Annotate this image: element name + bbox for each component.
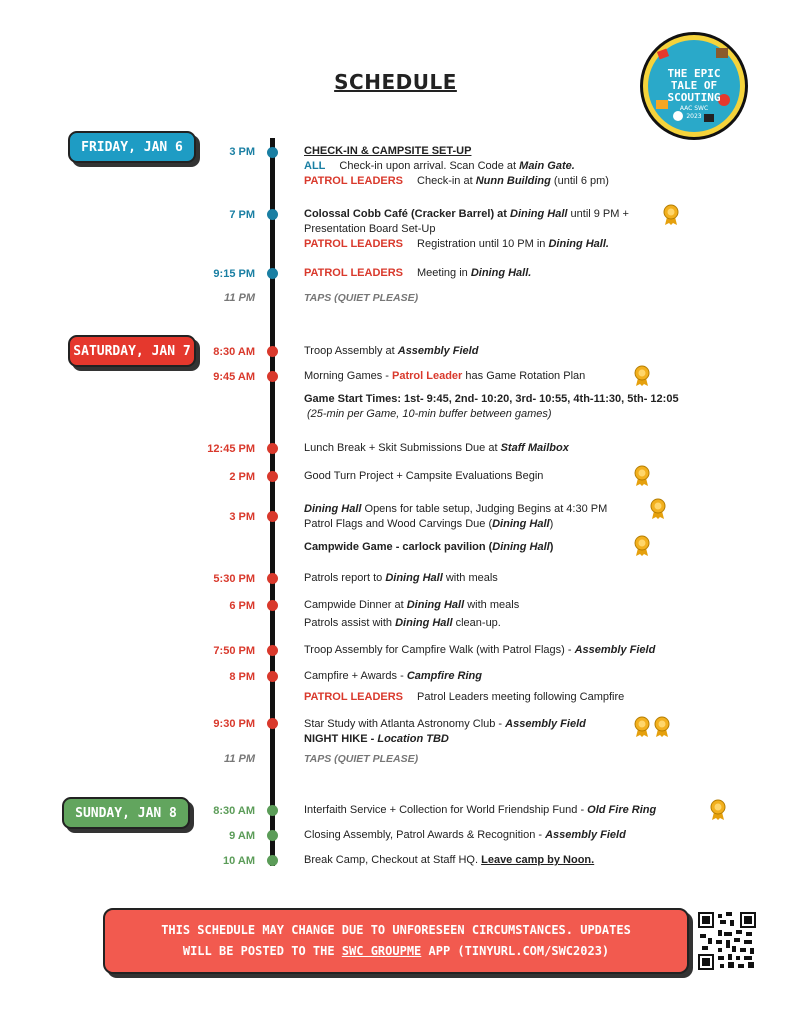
- medal-icon: [710, 799, 726, 821]
- timeline-dot: [267, 600, 278, 611]
- time-label: 10 AM: [223, 855, 255, 867]
- groupme-link[interactable]: SWC GROUPME: [341, 944, 422, 958]
- timeline-dot: [267, 645, 278, 656]
- timeline-dot: [267, 209, 278, 220]
- event-break-camp: [304, 853, 594, 868]
- page-title: SCHEDULE: [334, 70, 457, 94]
- event-campwide-dinner: [304, 598, 519, 631]
- event-text: Star Study with Atlanta Astronomy Club -: [304, 718, 506, 730]
- location-text: Assembly Field: [397, 345, 479, 357]
- medal-icon: [650, 498, 666, 520]
- event-cobb-cafe: [304, 207, 629, 252]
- event-text: Campfire + Awards -: [304, 670, 407, 682]
- location-text: Dining Hall: [510, 208, 568, 220]
- timeline-dot: [267, 855, 278, 866]
- event-text: with meals: [442, 572, 498, 584]
- event-text: Patrol Leader: [392, 370, 463, 382]
- banner-line: WILL BE POSTED TO THE: [182, 944, 342, 958]
- event-text: (25-min per Game, 10-min buffer between games): [307, 408, 552, 420]
- event-text: (until 6 pm): [550, 175, 609, 187]
- timeline-line: [270, 138, 275, 866]
- timeline-dot: [267, 573, 278, 584]
- location-text: Old Fire Ring: [587, 804, 657, 816]
- event-patrols-report: [304, 571, 498, 586]
- group-label-patrol-leaders: PATROL LEADERS: [304, 238, 404, 250]
- event-dining-hall-opens: [304, 502, 607, 532]
- event-taps: TAPS (QUIET PLEASE): [304, 292, 419, 304]
- event-text: until 9 PM +: [567, 208, 629, 220]
- event-text: Patrols assist with: [304, 617, 396, 629]
- event-campfire: [304, 669, 624, 705]
- timeline-dot: [267, 346, 278, 357]
- location-text: Dining Hall: [385, 572, 443, 584]
- banner-line: APP (TINYURL.COM/SWC2023): [421, 944, 610, 958]
- event-campfire-walk: [304, 643, 655, 658]
- medal-icon: [634, 535, 650, 557]
- timeline-dot: [267, 471, 278, 482]
- event-text: Patrol Leaders meeting following Campfire: [417, 691, 625, 703]
- event-taps: TAPS (QUIET PLEASE): [304, 753, 419, 765]
- qr-code-icon[interactable]: [698, 912, 756, 970]
- time-label: 6 PM: [229, 600, 255, 612]
- time-label: 9:15 PM: [213, 268, 255, 280]
- location-text: Dining Hall: [406, 599, 465, 611]
- location-text: Dining Hall: [304, 503, 362, 515]
- group-label-all: ALL: [304, 160, 326, 172]
- medal-icon: [654, 716, 670, 738]
- location-text: Dining Hall: [492, 541, 550, 553]
- event-text: Opens for table setup, Judging Begins at 4:30 PM: [361, 503, 608, 515]
- event-text: Colossal Cobb Café (Cracker Barrel) at: [304, 208, 511, 220]
- event-text: Troop Assembly for Campfire Walk (with Patrol Flags) -: [304, 644, 575, 656]
- location-text: Location TBD: [377, 733, 449, 745]
- logo-line3: SCOUTING: [667, 91, 721, 104]
- event-text: with meals: [464, 599, 520, 611]
- event-text: Interfaith Service + Collection for World Friendship Fund -: [304, 804, 588, 816]
- timeline-dot: [267, 511, 278, 522]
- event-title: CHECK-IN & CAMPSITE SET-UP: [304, 145, 472, 157]
- event-text: Break Camp, Checkout at Staff HQ.: [304, 854, 482, 866]
- event-text: NIGHT HIKE -: [304, 733, 378, 745]
- game-start-times: [304, 392, 679, 422]
- time-label: 8:30 AM: [213, 805, 255, 817]
- time-label: 3 PM: [229, 511, 255, 523]
- event-text: Check-in upon arrival. Scan Code at: [339, 160, 520, 172]
- timeline-dot: [267, 268, 278, 279]
- timeline-dot: [267, 671, 278, 682]
- time-label: 9 AM: [229, 830, 255, 842]
- location-text: Nunn Building: [475, 175, 551, 187]
- time-label: 3 PM: [229, 146, 255, 158]
- timeline-dot: [267, 830, 278, 841]
- event-text: has Game Rotation Plan: [462, 370, 586, 382]
- event-text: Meeting in: [417, 267, 471, 279]
- time-label: 2 PM: [229, 471, 255, 483]
- location-text: Assembly Field: [545, 829, 626, 841]
- day-label-saturday: SATURDAY, JAN 7: [68, 335, 196, 367]
- event-text: Campwide Dinner at: [304, 599, 407, 611]
- event-checkin: [304, 144, 609, 189]
- schedule-notice-banner: [103, 908, 689, 974]
- event-text: Patrols report to: [304, 572, 386, 584]
- event-campwide-game: [304, 540, 553, 555]
- time-label: 8 PM: [229, 671, 255, 683]
- time-label: 5:30 PM: [213, 573, 255, 585]
- location-text: Assembly Field: [574, 644, 656, 656]
- time-label: 8:30 AM: [213, 346, 255, 358]
- event-pl-meeting: [304, 266, 531, 281]
- event-text: Patrol Flags and Wood Carvings Due (: [304, 518, 493, 530]
- time-label: 9:45 AM: [213, 371, 255, 383]
- event-lunch: [304, 441, 569, 456]
- timeline-dot: [267, 147, 278, 158]
- day-label-friday: FRIDAY, JAN 6: [68, 131, 196, 163]
- event-troop-assembly: [304, 344, 478, 359]
- event-text: Lunch Break + Skit Submissions Due at: [304, 442, 501, 454]
- time-label: 11 PM: [224, 292, 255, 304]
- location-text: Dining Hall.: [548, 238, 609, 250]
- event-interfaith-service: [304, 803, 656, 818]
- group-label-patrol-leaders: PATROL LEADERS: [304, 691, 404, 703]
- event-star-study: [304, 717, 586, 747]
- event-text: Morning Games -: [304, 370, 393, 382]
- event-good-turn: Good Turn Project + Campsite Evaluations Begin: [304, 470, 544, 482]
- location-text: Dining Hall: [395, 617, 453, 629]
- logo-line5: 2023: [686, 113, 702, 120]
- location-text: Staff Mailbox: [500, 442, 569, 454]
- medal-icon: [663, 204, 679, 226]
- event-text: ): [549, 541, 554, 553]
- timeline-dot: [267, 805, 278, 816]
- location-text: Main Gate.: [519, 160, 575, 172]
- event-text: ): [549, 518, 554, 530]
- location-text: Dining Hall.: [470, 267, 532, 279]
- timeline-dot: [267, 371, 278, 382]
- time-label: 7 PM: [229, 209, 255, 221]
- event-morning-games: [304, 369, 585, 384]
- location-text: Campfire Ring: [406, 670, 482, 682]
- day-label-sunday: SUNDAY, JAN 8: [62, 797, 190, 829]
- logo-line2: TALE OF: [670, 79, 718, 92]
- banner-line: THIS SCHEDULE MAY CHANGE DUE TO UNFORESEEN CIRCUMSTANCES. UPDATES: [161, 923, 631, 937]
- logo-line4: AAC SWC: [679, 105, 709, 112]
- event-text: Check-in at: [417, 175, 476, 187]
- event-closing-assembly: [304, 828, 626, 843]
- event-text: clean-up.: [452, 617, 501, 629]
- timeline-dot: [267, 443, 278, 454]
- event-text: Registration until 10 PM in: [417, 238, 549, 250]
- event-logo: [638, 30, 750, 142]
- medal-icon: [634, 465, 650, 487]
- medal-icon: [634, 365, 650, 387]
- event-text: Campwide Game - carlock pavilion (: [304, 541, 493, 553]
- event-text: Closing Assembly, Patrol Awards & Recognition -: [304, 829, 546, 841]
- logo-line1: THE EPIC: [667, 67, 721, 80]
- event-text: Troop Assembly at: [304, 345, 398, 357]
- time-label: 11 PM: [224, 753, 255, 765]
- timeline-dot: [267, 718, 278, 729]
- medal-icon: [634, 716, 650, 738]
- location-text: Dining Hall: [492, 518, 550, 530]
- time-label: 7:50 PM: [213, 645, 255, 657]
- event-text: Presentation Board Set-Up: [304, 223, 436, 235]
- event-text: Game Start Times: 1st- 9:45, 2nd- 10:20, 3rd- 10:55, 4th-11:30, 5th- 12:05: [304, 393, 679, 405]
- group-label-patrol-leaders: PATROL LEADERS: [304, 175, 404, 187]
- time-label: 9:30 PM: [213, 718, 255, 730]
- time-label: 12:45 PM: [207, 443, 255, 455]
- group-label-patrol-leaders: PATROL LEADERS: [304, 267, 404, 279]
- event-text: Leave camp by Noon.: [481, 854, 595, 866]
- location-text: Assembly Field: [505, 718, 586, 730]
